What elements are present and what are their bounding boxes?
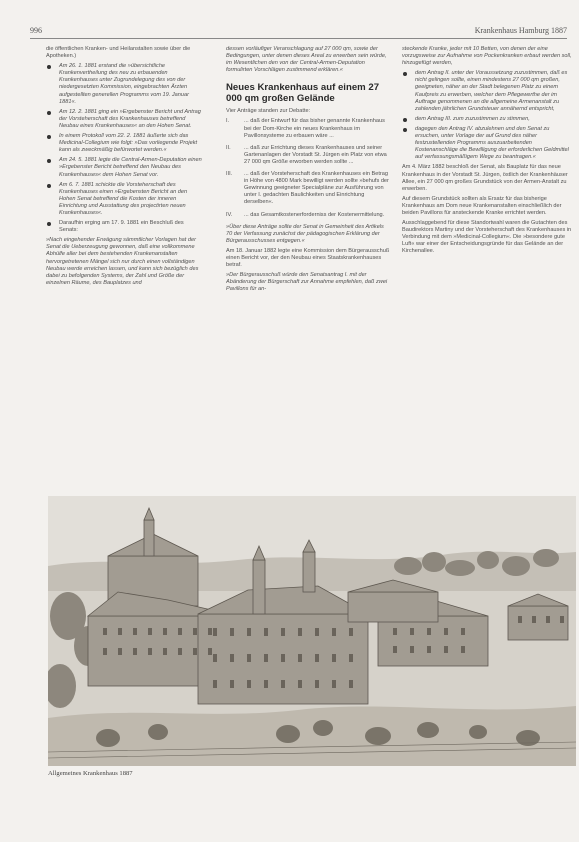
quote-paragraph: »Der Bürgerausschuß würde den Senatsantrag I. mit der Abänderung der Bürgerschaft zur Annahme empfehlen, daß zwei Pavillons für an- [226, 272, 388, 293]
paragraph: die öffentlichen Kranken- und Heilanstalten sowie über die Apotheken.) [46, 46, 191, 60]
enum-text: ... daß zur Errichtung dieses Krankenhauses und seiner Gartenanlagen der Vorstadt St. Jürgen ein Platz von etwa 27 000 qm Größe erworben werden sollte ... [244, 144, 387, 165]
text-column-1 [46, 46, 204, 484]
enum-item [226, 212, 390, 219]
text-column-2 [226, 46, 390, 484]
bullet-item: dagegen den Antrag IV. abzulehnen und den Senat zu ersuchen, unter Vorlage der auf Grund des näher festzustellenden Programms auszuarbeitenden Kostenanschläge die Bewilligung der erforderlichen Geldmittel auf verfassungsmäßigem Wege zu beantragen.« [402, 126, 574, 161]
paragraph: Auf diesem Grundstück sollten als Ersatz für das bisherige Krankenhaus am Dom neue Krankenanstalten einschließlich der beiden Pavillons für ansteckende Kranke errichtet werden. [402, 195, 562, 216]
bullet-item: Am 6. 7. 1881 schickte die Vorsteherschaft des Krankenhauses einen »Ergebensten Bericht an den Hohen Senat betreffend die Kosten der inneren Einrichtung und Ausstattung des projectirten neuen Krankenhauses«. [46, 182, 204, 217]
enum-text: ... das Gesamtkostenerforderniss der Kostenermittelung. [244, 211, 385, 218]
bullet-item: dem Antrag III. zum zuzustimmen zu stimmen, [402, 116, 574, 123]
section-heading: Neues Krankenhaus auf einem 27 000 qm großen Gelände [226, 82, 380, 105]
text-column-3 [402, 46, 574, 484]
paragraph: Ausschlaggebend für diese Standortwahl waren die Gutachten des Baudirektors Martiny und der Vorsteherschaft des Krankenhauses in Verbindung mit dem »Medicinal-Collegium«. Die »besondere gute Luft« war einer der Entscheidungsgründe für das Gelände an der Kirchenallee. [402, 220, 572, 255]
bullet-item: Am 26. 1. 1881 erstand die »übersichtliche Krankenvertheilung des neu zu erbauenden Krankenhauses unter Zugrundelegung des von der niedergesetzten Kommission, eingebrachten Ärzten aufgestellten generellen Programms vom 19. Januar 1881«. [46, 63, 204, 106]
quote-paragraph: »Nach eingehender Erwägung sämmtlicher Vorlagen hat der Senat die Ueberzeugung gewonnen, daß eine vollkommene Abhülfe aller bei dem bestehenden Krankenanstalten hervorgetretenen Mängel sich nur durch einen vollständigen Neubau werde erreichen lassen, und kann sich bezüglich des dabei zu befolgenden Systems, der Zahl und Größe der einzelnen Räume, des Bauplatzes und [46, 237, 199, 286]
paragraph: steckende Kranke, jeder mit 10 Betten, von denen der eine vorzugsweise zur Aufnahme von Pockenkranken erbaut werden soll, hinzugefügt werden, [402, 46, 572, 67]
paragraph: dessen vorläufiger Veranschlagung auf 27 000 qm, sowie der Bedingungen, unter denen dieses Areal zu erwerben sein würde, im Wesentlichen den von der Central-Armen-Deputation formulirten Vorschlägen zustimmend erklären.« [226, 46, 387, 74]
enum-text: ... daß der Vorsteherschaft des Krankenhauses ein Betrag in Höhe von 4800 Mark bewilligt werden sollte »behufs der Gewinnung geeigneter Specialpläne zur Ausführung von unter I. gedachten Baulichkeiten und Einrichtung derselben«. [244, 171, 389, 206]
running-title: Krankenhaus Hamburg 1887 [474, 26, 567, 35]
bullet-item: dem Antrag II. unter der Voraussetzung zuzustimmen, daß es nicht gelingen sollte, einen mindestens 27 000 qm großen, geeigneten, näher an der Stadt belegenen Platz zu einem Kaufpreis zu erwerben, welcher dem Pflegewerthe der im Auftrage genommenen an die allgemeine Armenanstalt zu zahlenden jährlichen Grundsteuer annähernd entspricht, [402, 70, 574, 113]
page-number: 996 [30, 26, 42, 35]
bullet-item: In einem Protokoll vom 22. 2. 1881 äußerte sich das Medicinal-Collegium wie folgt: »Das vorliegende Projekt kann als zweckmäßig befürwortet werden.« [46, 133, 204, 154]
enum-number: I. [226, 118, 230, 125]
bullet-item: Am 12. 2. 1881 ging ein »Ergebenster Bericht und Antrag der Vorsteherschaft des Krankenhauses betreffend Neubau eines Krankenhauses« an den Hohen Senat. [46, 109, 204, 130]
engraving-drawing [48, 496, 576, 766]
bullet-item: Am 24. 5. 1881 legte die Central-Armen-Deputation einen »Ergebenster Bericht betreffend den Neubau des Krankenhauses« dem Hohen Senat vor. [46, 157, 204, 178]
paragraph: Vier Anträge standen zur Debatte: [226, 108, 311, 115]
enum-number: III. [226, 171, 233, 178]
paragraph: Am 18. Januar 1882 legte eine Kommission dem Bürgerausschuß einen Bericht vor, der den Neubau eines Staatskrankenhauses betraf. [226, 247, 390, 269]
enum-text: ... daß der Entwurf für das bisher genannte Krankenhaus bei der Dom-Kirche ein neues Krankenhaus im Pavillonsysteme zu erbauen wäre ... [244, 118, 385, 139]
bullet-item: Daraufhin erging am 17. 9. 1881 ein Beschluß des Senats: [46, 220, 204, 234]
enum-number: II. [226, 144, 231, 151]
page-header [30, 26, 567, 38]
enum-item [226, 145, 390, 166]
enum-item [226, 118, 390, 139]
enum-number: IV. [226, 211, 233, 218]
paragraph: Am 4. März 1882 beschloß der Senat, als Bauplatz für das neue Krankenhaus in der Vorstadt St. Jürgen, östlich der Krankenhäuser Allee, ein 27 000 qm großes Grundstück von der Armen-Anstalt zu erwerben. [402, 164, 568, 192]
header-rule [30, 38, 567, 39]
enum-item [226, 171, 390, 206]
quote-paragraph: »Über diese Anträge sollte der Senat in Gemeinheit des Artikels 70 der Verfassung zunächst der pädagogischen Erklärung der Bürgerausschusses entgegen.« [226, 223, 384, 244]
figure-caption: Allgemeines Krankenhaus 1887 [48, 770, 133, 777]
hospital-illustration [48, 496, 576, 766]
